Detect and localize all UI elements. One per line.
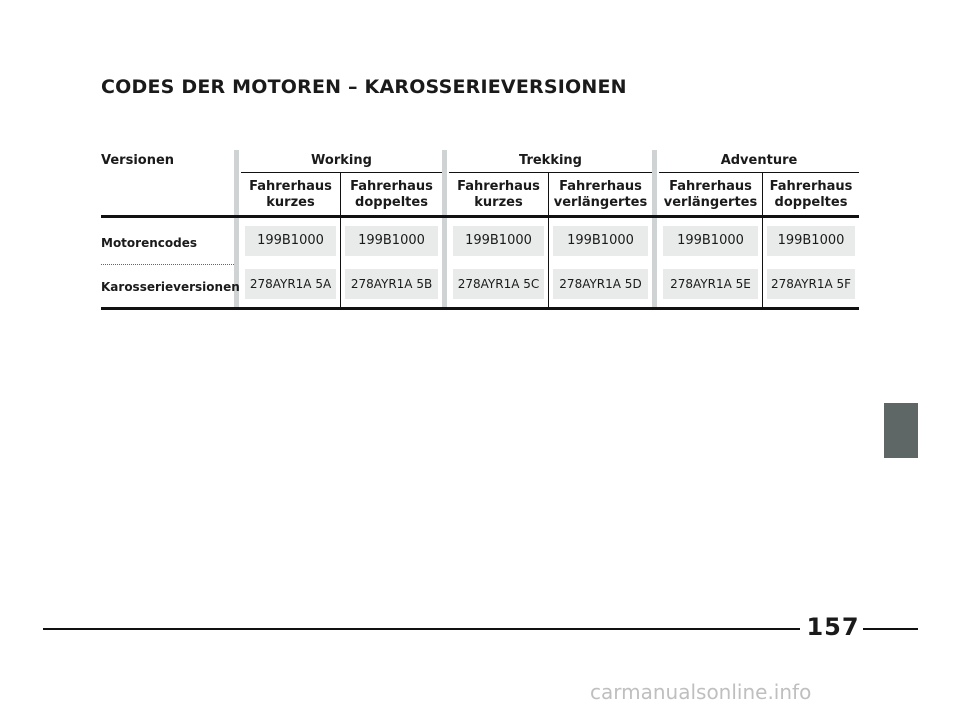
group-header-working: Working	[311, 153, 372, 168]
table-cell: 278AYR1A 5C	[453, 269, 544, 299]
column-divider	[340, 172, 341, 308]
table-cell: 199B1000	[245, 226, 336, 256]
row-label-karosserieversionen: Karosserieversionen	[101, 280, 240, 294]
table-cell: 278AYR1A 5D	[553, 269, 648, 299]
table-cell: 199B1000	[663, 226, 758, 256]
table-cell: 278AYR1A 5B	[345, 269, 438, 299]
footer-rule-left	[43, 628, 800, 630]
column-divider	[762, 172, 763, 308]
table-cell: 199B1000	[345, 226, 438, 256]
subheader: Fahrerhaus verlängertes	[663, 179, 758, 210]
column-separator	[442, 150, 447, 309]
subheader: Fahrerhaus kurzes	[457, 179, 540, 210]
watermark-text: carmanualsonline.info	[590, 680, 812, 704]
section-tab-marker	[884, 403, 918, 458]
table-cell: 199B1000	[453, 226, 544, 256]
group-underline	[659, 172, 859, 173]
row-divider	[101, 264, 234, 265]
column-separator	[652, 150, 657, 309]
column-divider	[548, 172, 549, 308]
group-underline	[449, 172, 652, 173]
group-header-adventure: Adventure	[720, 153, 798, 168]
group-header-trekking: Trekking	[519, 153, 582, 168]
row-label-motorencodes: Motorencodes	[101, 236, 197, 250]
group-underline	[241, 172, 442, 173]
subheader: Fahrerhaus doppeltes	[769, 179, 853, 210]
page-title: CODES DER MOTOREN – KAROSSERIEVERSIONEN	[101, 76, 627, 98]
subheader: Fahrerhaus doppeltes	[350, 179, 433, 210]
page-number: 157	[806, 613, 860, 641]
subheader: Fahrerhaus kurzes	[249, 179, 332, 210]
table-cell: 278AYR1A 5F	[767, 269, 855, 299]
header-rule	[101, 215, 859, 218]
table-cell: 278AYR1A 5E	[663, 269, 758, 299]
footer-rule-right	[863, 628, 918, 630]
subheader: Fahrerhaus verlängertes	[553, 179, 648, 210]
table-cell: 199B1000	[767, 226, 855, 256]
table-cell: 199B1000	[553, 226, 648, 256]
table-cell: 278AYR1A 5A	[245, 269, 336, 299]
bottom-rule	[101, 307, 859, 310]
versions-header: Versionen	[101, 153, 175, 168]
